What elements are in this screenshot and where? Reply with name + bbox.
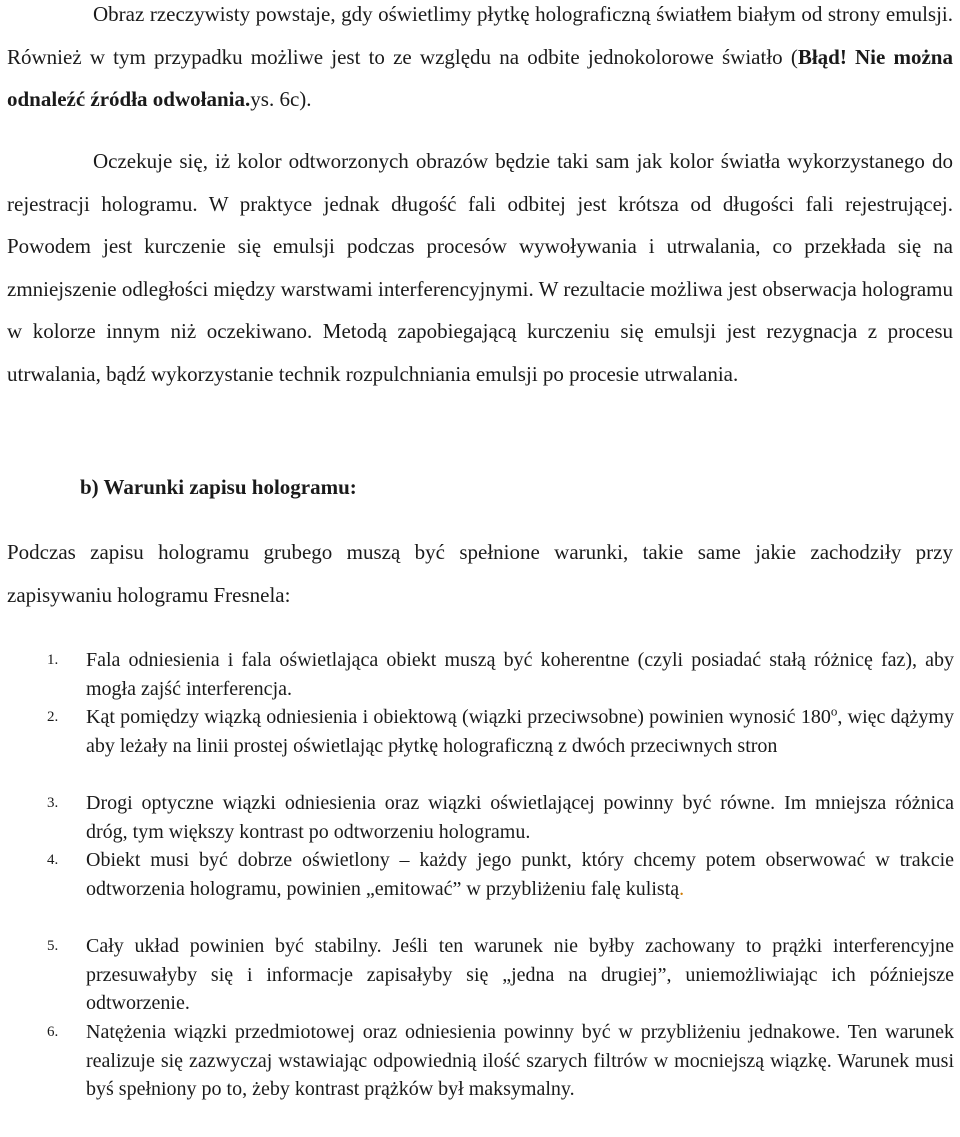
list-item-text: Drogi optyczne wiązki odniesienia oraz wiązki oświetlającej powinny być równe. Im mniejsza różnica dróg, tym większy kontrast po odtworzeniu hologramu. [86, 792, 954, 843]
section-heading: b) Warunki zapisu hologramu: [80, 475, 357, 499]
paragraph-color-shift: Oczekuje się, iż kolor odtworzonych obrazów będzie taki sam jak kolor światła wykorzystanego do rejestracji hologramu. W praktyce jednak długość fali odbitej jest krótsza od długości fali rejestrującej. Powodem jest kurczenie się emulsji podczas procesów wywoływania i utrwalania, co przekłada się na zmniejszenie odległości między warstwami interferencyjnymi. W rezultacie możliwa jest obserwacja hologramu w kolorze innym niż oczekiwano. Metodą zapobiegającą kurczeniu się emulsji jest rezygnacja z procesu utrwalania, bądź wykorzystanie technik rozpulchniania emulsji po procesie utrwalania. [7, 149, 953, 386]
list-number: 4. [47, 852, 59, 868]
list-number: 5. [47, 938, 59, 954]
list-number: 6. [47, 1024, 59, 1040]
paragraph-text: Obraz rzeczywisty powstaje, gdy oświetlimy płytkę holograficzną światłem białym od strony emulsji. Również w tym przypadku możliwe jest to ze względu na odbite jednokolorowe światło ( [7, 2, 953, 69]
list-number: 1. [47, 652, 59, 668]
list-item-text-part: Obiekt musi być dobrze oświetlony – każdy jego punkt, który chcemy potem obserwować w trakcie odtworzenia hologramu, powinien „emitować” w przybliżeniu falę kulistą [86, 849, 954, 900]
list-item-text-part: , więc dążymy aby leżały na linii prostej oświetlając płytkę holograficzną z dwóch przeciwnych stron [86, 706, 954, 757]
list-item-text: Natężenia wiązki przedmiotowej oraz odniesienia powinny być w przybliżeniu jednakowe. Ten warunek realizuje się zazwyczaj wstawiając odpowiednią ilość szarych filtrów w mocniejszą wiązkę. Warunek musi byś spełniony po to, żeby kontrast prążków był maksymalny. [86, 1021, 954, 1100]
paragraph-section-lead: Podczas zapisu hologramu grubego muszą być spełnione warunki, takie same jakie zachodziły przy zapisywaniu hologramu Fresnela: [7, 540, 953, 607]
list-item-text-part: Kąt pomiędzy wiązką odniesienia i obiektową (wiązki przeciwsobne) powinien wynosić 180 [86, 706, 831, 728]
paragraph-text: ys. 6c). [250, 87, 312, 111]
list-number: 3. [47, 795, 59, 811]
reference-error: Błąd! Nie można odnaleźć źródła odwołania. [7, 44, 953, 111]
list-number: 2. [47, 709, 59, 725]
list-item-text [86, 846, 954, 903]
list-item-text: Fala odniesienia i fala oświetlająca obiekt muszą być koherentne (czyli posiadać stałą różnicę faz), aby mogła zajść interferencja. [86, 649, 954, 700]
list-item-text-tail: . [679, 877, 685, 900]
list-item-text [86, 703, 954, 760]
degree-superscript: o [830, 703, 838, 719]
list-item-text: Cały układ powinien być stabilny. Jeśli ten warunek nie byłby zachowany to prążki interferencyjne przesuwałyby się i informacje zapisałyby się „jedna na drugiej”, uniemożliwiając ich późniejsze odtworzenie. [86, 935, 954, 1014]
paragraph-real-image [7, 0, 953, 121]
